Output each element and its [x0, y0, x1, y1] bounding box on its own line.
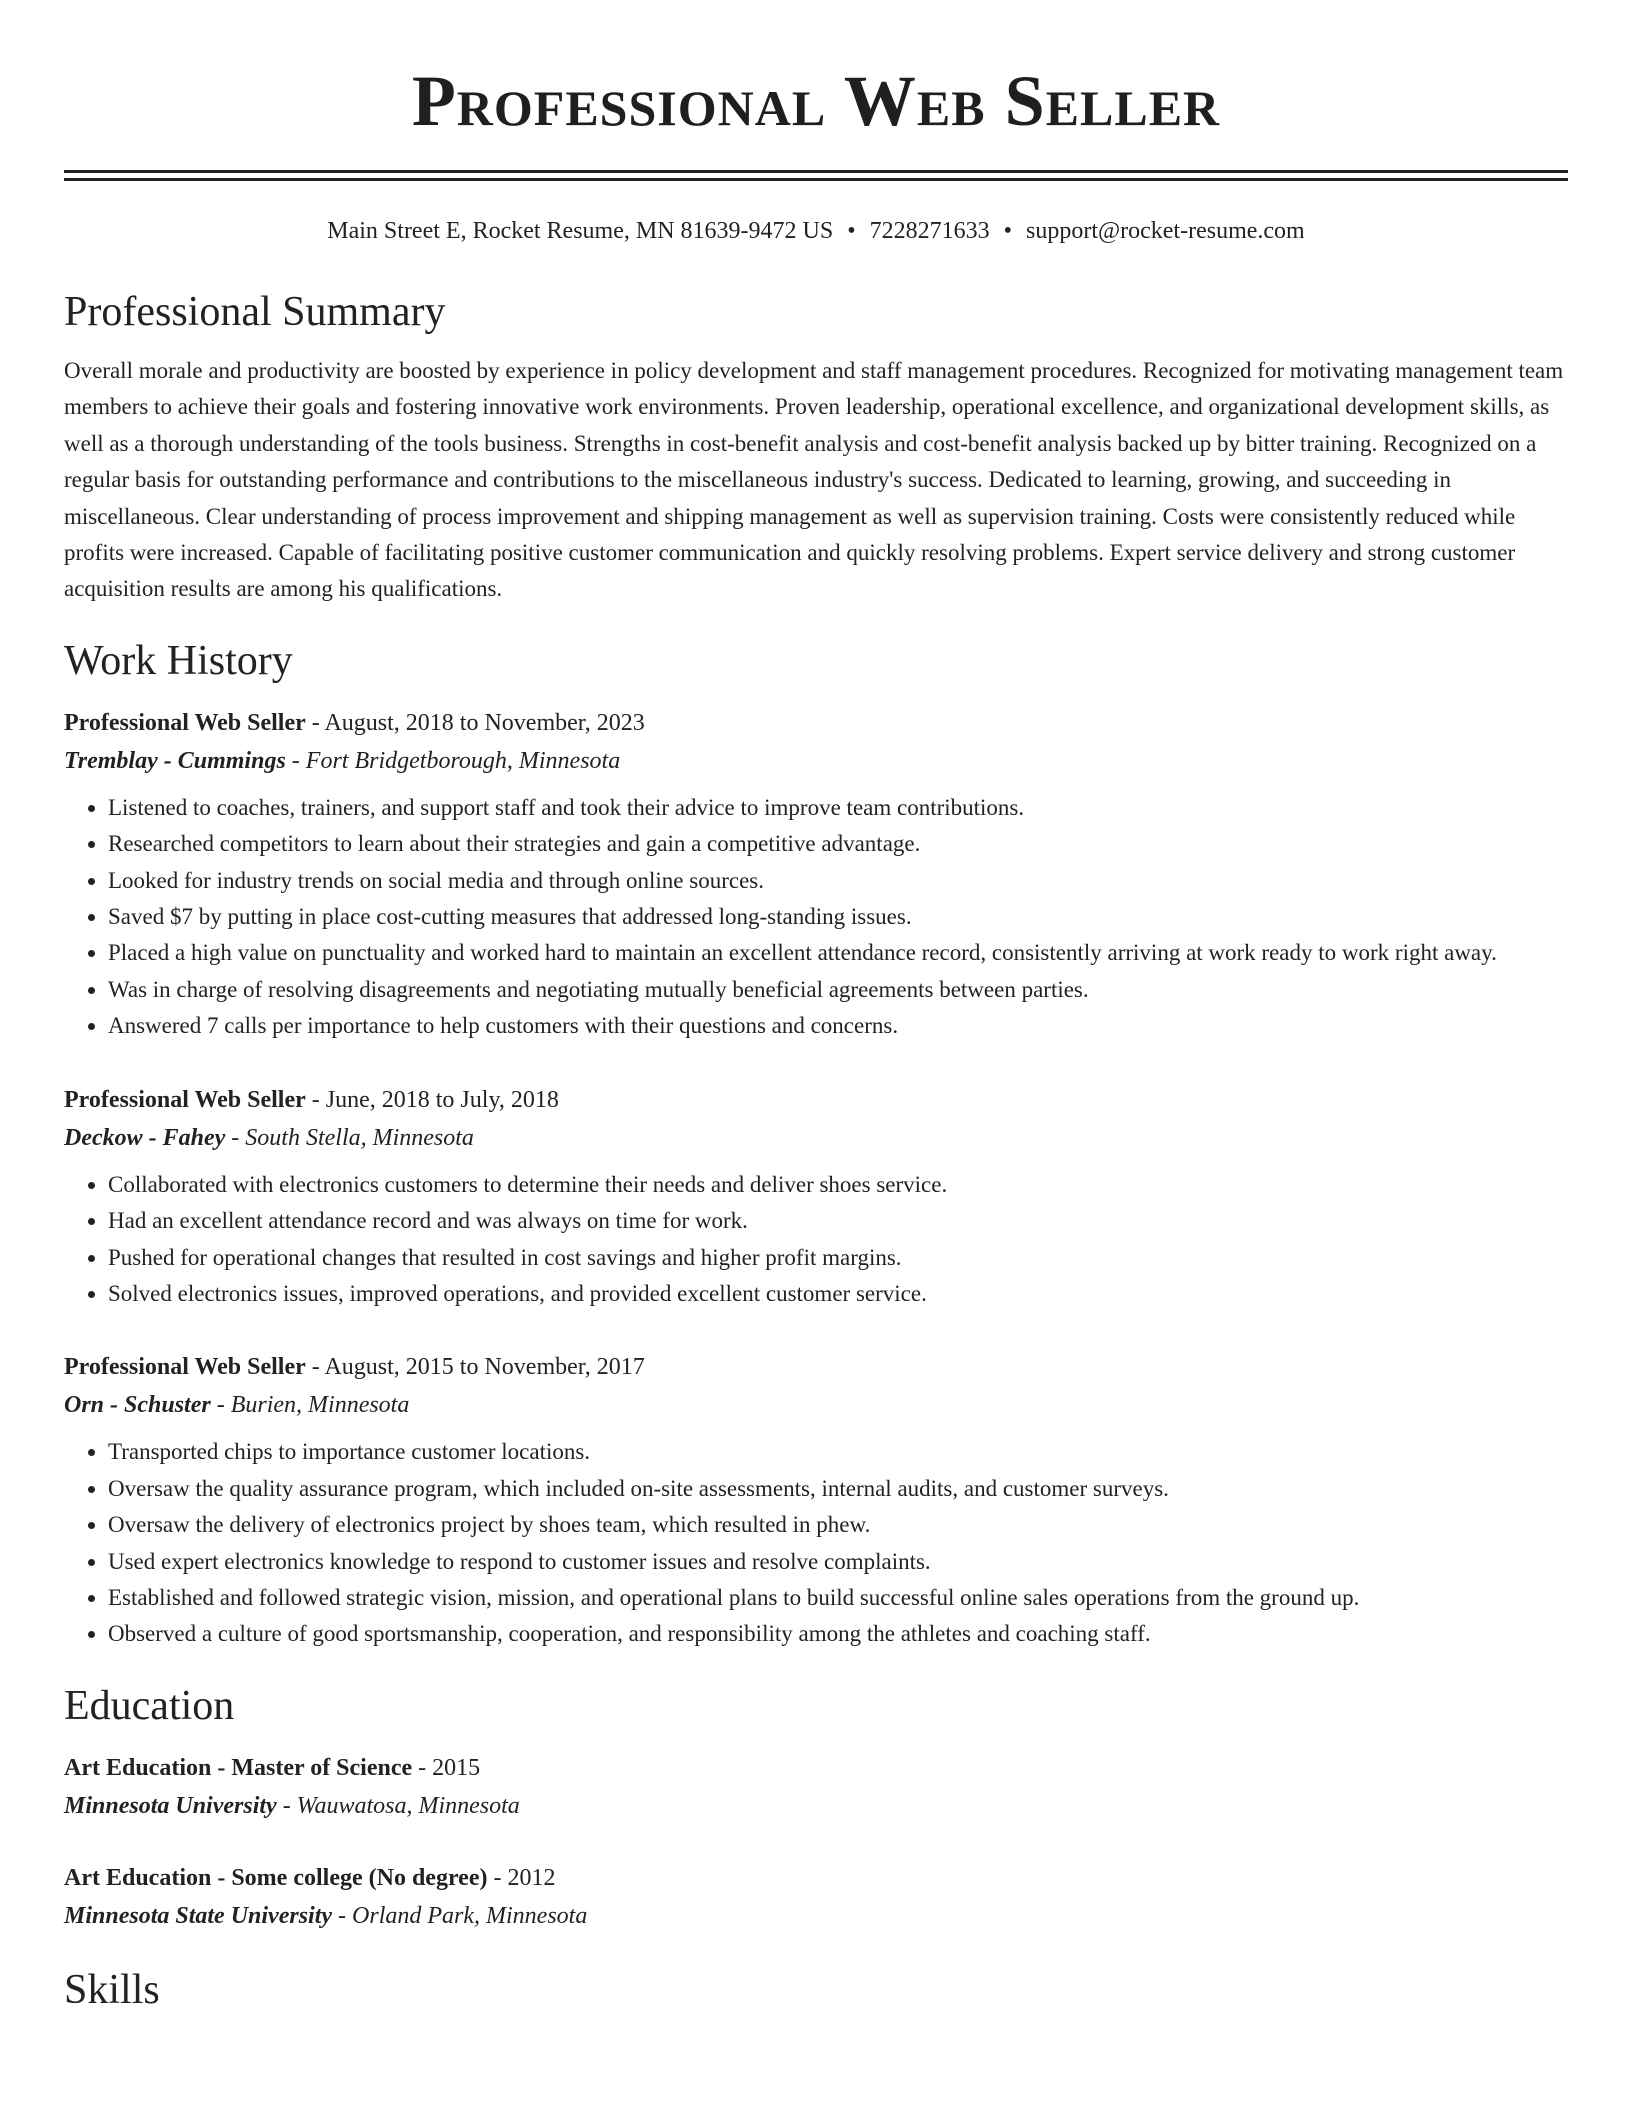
job-dates: - August, 2015 to November, 2017: [305, 1354, 645, 1381]
header-divider: [64, 170, 1568, 181]
duty-item: • Was in charge of resolving disagreements and negotiating mutually beneficial agreements between parties.: [108, 972, 1568, 1008]
education-heading: [64, 1749, 1568, 1787]
duty-item: • Placed a high value on punctuality and worked hard to maintain an excellent attendance record, consistently arriving at work ready to work right away.: [108, 935, 1568, 971]
summary-text: Overall morale and productivity are boosted by experience in policy development and staff management procedures. Recognized for motivating management team members to achieve their goals and fostering innovative work environments. Proven leadership, operational excellence, and organizational development skills, as well as a thorough understanding of the tools business. Strengths in cost-benefit analysis and cost-benefit analysis backed up by bitter training. Recognized on a regular basis for outstanding performance and contributions to the miscellaneous industry's success. Dedicated to learning, growing, and succeeding in miscellaneous. Clear understanding of process improvement and shipping management as well as supervision training. Costs were consistently reduced while profits were increased. Capable of facilitating positive customer communication and quickly resolving problems. Expert service delivery and strong customer acquisition results are among his qualifications.: [64, 358, 1564, 602]
job-heading: [64, 1348, 1568, 1386]
duty-item: • Answered 7 calls per importance to help customers with their questions and concerns.: [108, 1008, 1568, 1044]
education-school-line: [64, 1787, 1568, 1825]
job-heading: [64, 704, 1568, 742]
section-title-skills: Skills: [64, 1966, 160, 2013]
job-role: Professional Web Seller: [64, 1086, 306, 1113]
job-location: - Burien, Minnesota: [210, 1392, 410, 1419]
contact-phone: 7228271633: [869, 218, 990, 244]
education-location: - Wauwatosa, Minnesota: [276, 1792, 520, 1819]
duty-item: • Collaborated with electronics customers to determine their needs and deliver shoes service.: [108, 1167, 1568, 1203]
job-employer: [64, 1386, 1568, 1424]
contact-address: Main Street E, Rocket Resume, MN 81639-9472 US: [327, 218, 834, 244]
job-entry: [64, 1081, 1568, 1313]
job-role: Professional Web Seller: [64, 1354, 306, 1381]
job-company: Tremblay - Cummings: [64, 747, 286, 774]
duty-item: • Had an excellent attendance record and was always on time for work.: [108, 1203, 1568, 1239]
job-role: Professional Web Seller: [64, 709, 306, 736]
job-employer: [64, 742, 1568, 780]
job-duties: [64, 1167, 1568, 1313]
section-title-work-history: Work History: [64, 637, 293, 684]
contact-line: [64, 215, 1568, 247]
job-duties: [64, 790, 1568, 1045]
duty-item: • Observed a culture of good sportsmanship, cooperation, and responsibility among the athletes and coaching staff.: [108, 1616, 1568, 1652]
job-dates: - June, 2018 to July, 2018: [305, 1086, 559, 1113]
education-year: - 2015: [412, 1754, 481, 1781]
job-heading: [64, 1081, 1568, 1119]
contact-separator: •: [847, 218, 856, 244]
duty-item: • Listened to coaches, trainers, and support staff and took their advice to improve team contributions.: [108, 790, 1568, 826]
job-company: Orn - Schuster: [64, 1392, 211, 1419]
job-entry: [64, 704, 1568, 1045]
duty-item: • Oversaw the delivery of electronics project by shoes team, which resulted in phew.: [108, 1507, 1568, 1543]
education-year: - 2012: [487, 1864, 556, 1891]
duty-item: • Used expert electronics knowledge to respond to customer issues and resolve complaints.: [108, 1544, 1568, 1580]
contact-email: support@rocket-resume.com: [1026, 218, 1305, 244]
job-location: - Fort Bridgetborough, Minnesota: [285, 747, 621, 774]
education-entry: [64, 1749, 1568, 1825]
education-school: Minnesota University: [64, 1792, 277, 1819]
duty-item: • Looked for industry trends on social media and through online sources.: [108, 863, 1568, 899]
section-title-summary: Professional Summary: [64, 289, 446, 335]
duty-item: • Established and followed strategic vision, mission, and operational plans to build successful online sales operations from the ground up.: [108, 1580, 1568, 1616]
job-duties: [64, 1434, 1568, 1652]
education-school-line: [64, 1897, 1568, 1935]
education-entry: [64, 1859, 1568, 1935]
education-school: Minnesota State University: [64, 1902, 333, 1929]
duty-item: • Oversaw the quality assurance program, which included on-site assessments, internal audits, and customer surveys.: [108, 1471, 1568, 1507]
job-entry: [64, 1348, 1568, 1652]
resume-name: Professional Web Seller: [411, 61, 1221, 141]
education-heading: [64, 1859, 1568, 1897]
job-company: Deckow - Fahey: [64, 1124, 226, 1151]
job-location: - South Stella, Minnesota: [225, 1124, 474, 1151]
duty-item: • Researched competitors to learn about their strategies and gain a competitive advantage.: [108, 826, 1568, 862]
section-title-education: Education: [64, 1682, 235, 1729]
duty-item: • Solved electronics issues, improved operations, and provided excellent customer service.: [108, 1276, 1568, 1312]
education-degree: Art Education - Some college (No degree): [64, 1864, 488, 1891]
duty-item: • Pushed for operational changes that resulted in cost savings and higher profit margins.: [108, 1240, 1568, 1276]
job-employer: [64, 1119, 1568, 1157]
education-degree: Art Education - Master of Science: [64, 1754, 413, 1781]
duty-item: • Saved $7 by putting in place cost-cutting measures that addressed long-standing issues.: [108, 899, 1568, 935]
education-location: - Orland Park, Minnesota: [332, 1902, 588, 1929]
duty-item: • Transported chips to importance customer locations.: [108, 1434, 1568, 1470]
job-dates: - August, 2018 to November, 2023: [305, 709, 645, 736]
contact-separator: •: [1003, 218, 1013, 244]
